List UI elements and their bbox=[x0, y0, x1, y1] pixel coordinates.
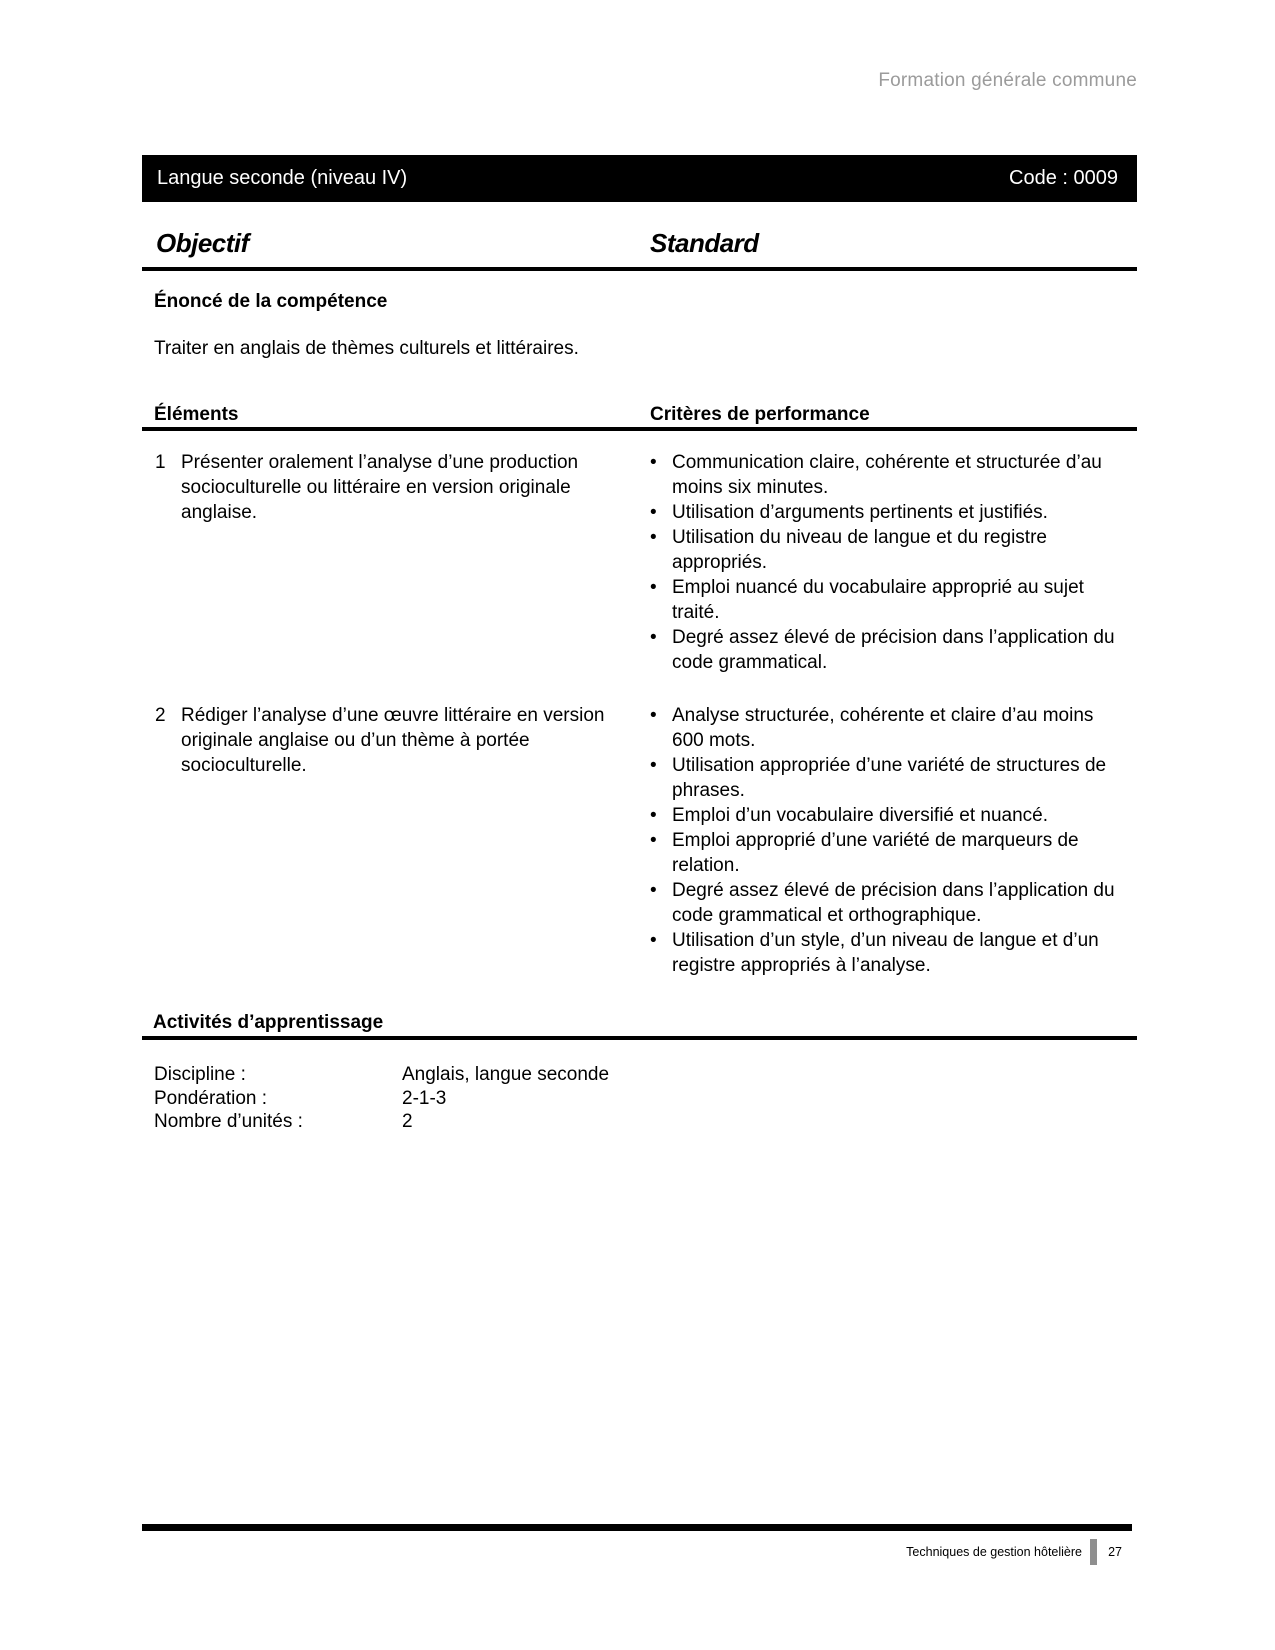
critere-item: • Utilisation d’arguments pertinents et justifiés. bbox=[650, 500, 1122, 525]
course-title-bar bbox=[142, 155, 1137, 202]
element-2 bbox=[155, 703, 615, 778]
running-head: Formation générale commune bbox=[878, 70, 1137, 91]
divider-rule bbox=[142, 1036, 1137, 1040]
critere-item: • Degré assez élevé de précision dans l’application du code grammatical et orthographique. bbox=[650, 878, 1122, 928]
critere-item: • Emploi nuancé du vocabulaire approprié au sujet traité. bbox=[650, 575, 1122, 625]
standard-heading: Standard bbox=[650, 228, 759, 258]
critere-item: • Utilisation appropriée d’une variété de structures de phrases. bbox=[650, 753, 1122, 803]
element-2-text: Rédiger l’analyse d’une œuvre littéraire en version originale anglaise ou d’un thème à portée socioculturelle. bbox=[181, 705, 605, 776]
info-row-discipline bbox=[142, 1063, 1137, 1087]
footer-separator-bar bbox=[1090, 1539, 1097, 1565]
element-1-text: Présenter oralement l’analyse d’une production socioculturelle ou littéraire en version originale anglaise. bbox=[181, 452, 579, 523]
divider-rule bbox=[142, 427, 1137, 431]
info-label: Discipline : bbox=[154, 1064, 246, 1085]
info-row-unites bbox=[142, 1110, 1137, 1134]
critere-item: • Utilisation du niveau de langue et du registre appropriés. bbox=[650, 525, 1122, 575]
course-code: Code : 0009 bbox=[1009, 167, 1118, 189]
enonce-heading: Énoncé de la compétence bbox=[154, 291, 388, 312]
critere-item: • Emploi approprié d’une variété de marqueurs de relation. bbox=[650, 828, 1122, 878]
footer-page-number: 27 bbox=[1108, 1545, 1122, 1559]
elements-header: Éléments bbox=[154, 404, 239, 425]
elements-criteria-grid bbox=[142, 450, 1137, 978]
critere-item: • Communication claire, cohérente et structurée d’au moins six minutes. bbox=[650, 450, 1122, 500]
element-1-number: 1 bbox=[155, 452, 166, 473]
critere-item: • Analyse structurée, cohérente et claire d’au moins 600 mots. bbox=[650, 703, 1122, 753]
objectif-heading: Objectif bbox=[156, 228, 249, 258]
info-value: Anglais, langue seconde bbox=[402, 1064, 610, 1085]
course-info bbox=[142, 1063, 1137, 1134]
activites-heading: Activités d’apprentissage bbox=[153, 1012, 384, 1033]
info-value: 2 bbox=[402, 1111, 413, 1132]
criteres-list-1 bbox=[650, 450, 1122, 675]
element-1 bbox=[155, 450, 615, 525]
element-2-number: 2 bbox=[155, 705, 166, 726]
criteres-header: Critères de performance bbox=[650, 404, 870, 425]
critere-item: • Utilisation d’un style, d’un niveau de langue et d’un registre appropriés à l’analyse. bbox=[650, 928, 1122, 978]
footer-program-name: Techniques de gestion hôtelière bbox=[906, 1545, 1082, 1559]
divider-rule bbox=[142, 267, 1137, 271]
column-headings bbox=[142, 228, 1137, 262]
footer bbox=[142, 1538, 1137, 1566]
info-label: Pondération : bbox=[154, 1087, 268, 1109]
table-row bbox=[142, 703, 1137, 978]
critere-item: • Emploi d’un vocabulaire diversifié et nuancé. bbox=[650, 803, 1122, 828]
footer-rule bbox=[142, 1524, 1132, 1531]
table-row bbox=[142, 450, 1137, 678]
enonce-text: Traiter en anglais de thèmes culturels et littéraires. bbox=[154, 338, 579, 359]
critere-item: • Degré assez élevé de précision dans l’application du code grammatical. bbox=[650, 625, 1122, 675]
info-row-ponderation bbox=[142, 1087, 1137, 1111]
course-title: Langue seconde (niveau IV) bbox=[157, 167, 408, 189]
info-value: 2-1-3 bbox=[402, 1087, 447, 1109]
info-label: Nombre d’unités : bbox=[154, 1111, 303, 1132]
criteres-list-2 bbox=[650, 703, 1122, 978]
